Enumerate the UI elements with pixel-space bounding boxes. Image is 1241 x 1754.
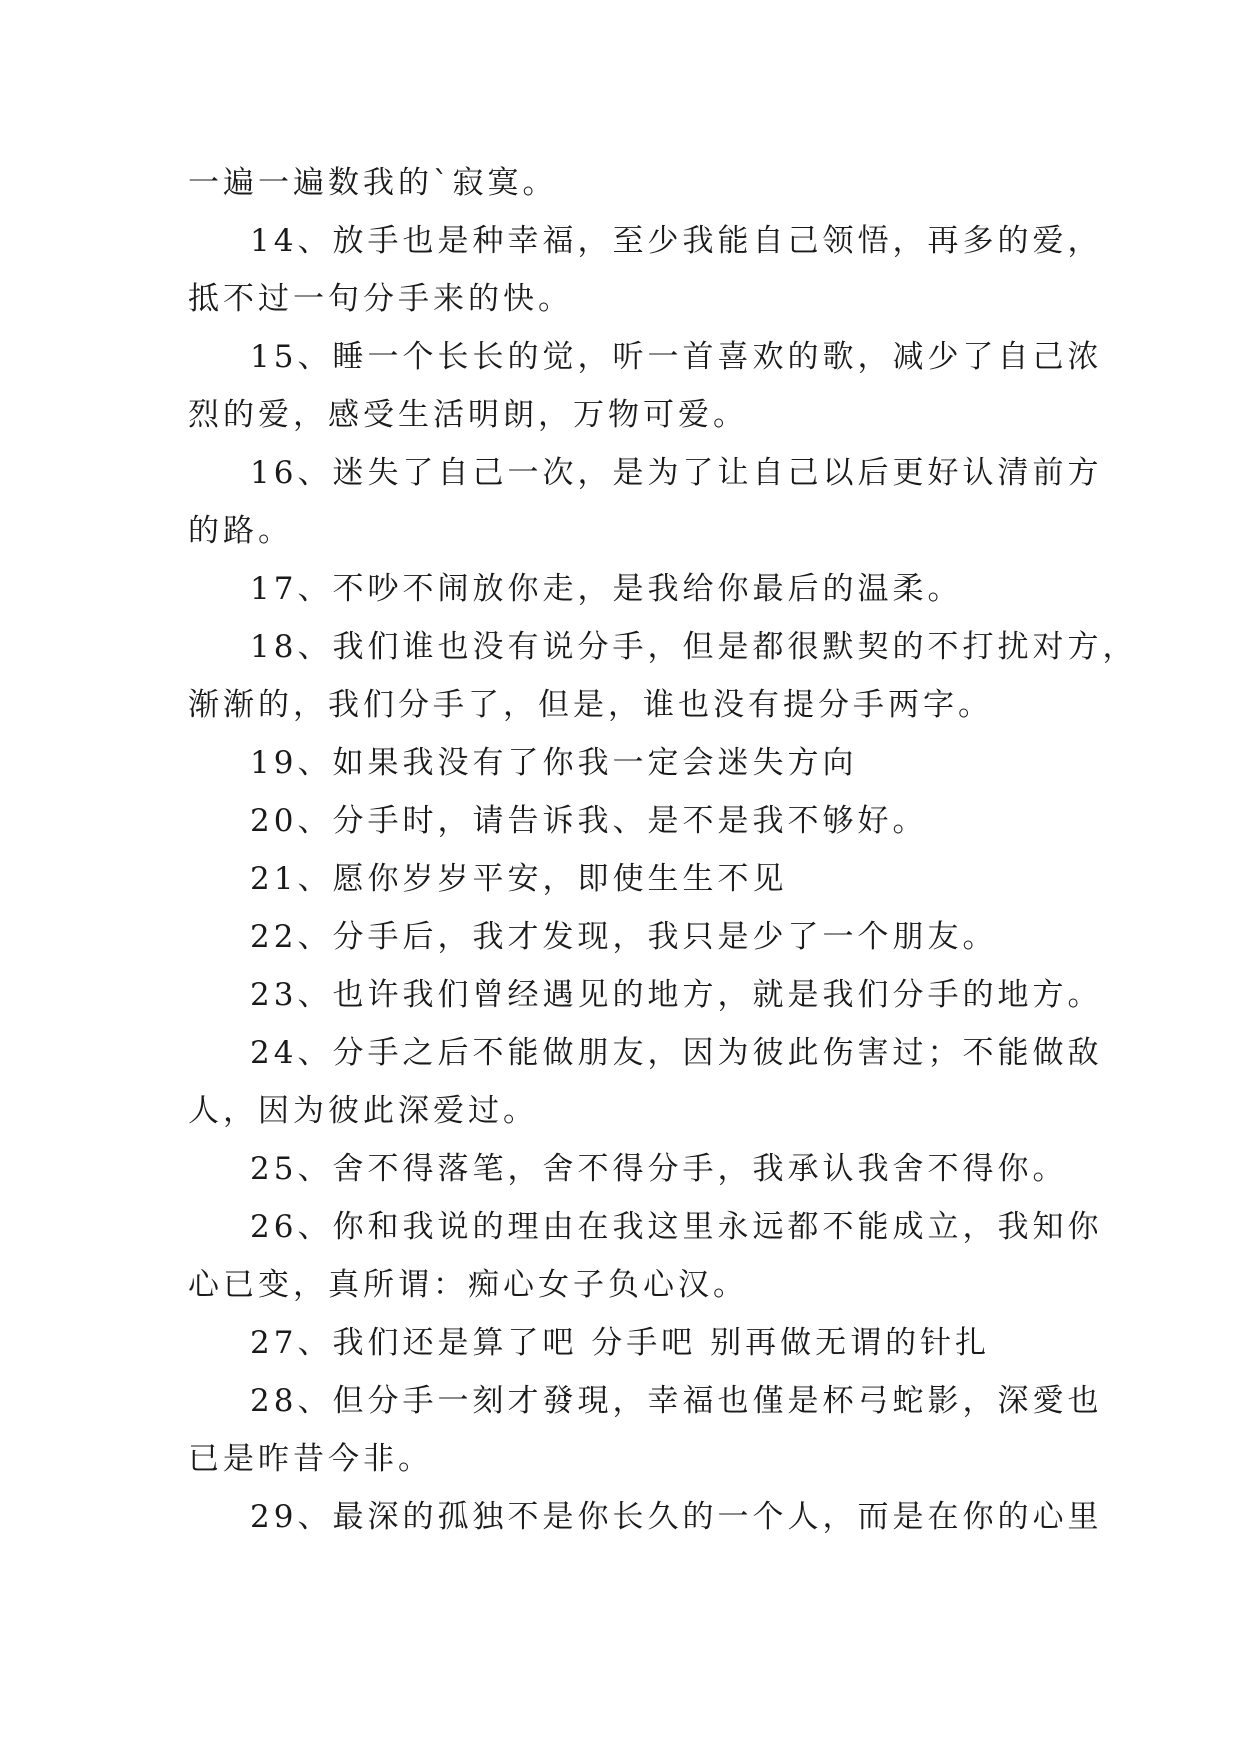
text-line: 的路。 [188,513,293,549]
text-line: 15、睡一个长长的觉，听一首喜欢的歌，减少了自己浓 [250,339,1103,375]
text-line: 20、分手时，请告诉我、是不是我不够好。 [250,803,928,839]
text-line: 烈的爱，感受生活明朗，万物可爱。 [188,397,748,433]
text-line: 人，因为彼此深爱过。 [188,1093,538,1129]
text-line: 渐渐的，我们分手了，但是，谁也没有提分手两字。 [188,687,993,723]
text-line: 抵不过一句分手来的快。 [188,281,573,317]
text-line: 24、分手之后不能做朋友，因为彼此伤害过；不能做敌 [250,1035,1103,1071]
text-line: 18、我们谁也没有说分手，但是都很默契的不打扰对方， [250,629,1138,665]
text-line: 29、最深的孤独不是你长久的一个人，而是在你的心里 [250,1499,1103,1535]
text-line: 16、迷失了自己一次，是为了让自己以后更好认清前方 [250,455,1103,491]
text-line: 心已变，真所谓：痴心女子负心汉。 [188,1267,748,1303]
text-line: 一遍一遍数我的`寂寞。 [188,165,558,201]
text-line: 22、分手后，我才发现，我只是少了一个朋友。 [250,919,998,955]
text-line: 已是昨昔今非。 [188,1441,433,1477]
text-line: 26、你和我说的理由在我这里永远都不能成立，我知你 [250,1209,1103,1245]
text-line: 23、也许我们曾经遇见的地方，就是我们分手的地方。 [250,977,1103,1013]
text-line: 21、愿你岁岁平安，即使生生不见 [250,861,788,897]
text-line: 25、舍不得落笔，舍不得分手，我承认我舍不得你。 [250,1151,1068,1187]
text-line: 27、我们还是算了吧 分手吧 别再做无谓的针扎 [250,1325,991,1361]
text-line: 17、不吵不闹放你走，是我给你最后的温柔。 [250,571,963,607]
text-line: 14、放手也是种幸福，至少我能自己领悟，再多的爱， [250,223,1103,259]
text-line: 28、但分手一刻才發現，幸福也僅是杯弓蛇影，深愛也 [250,1383,1103,1419]
text-line: 19、如果我没有了你我一定会迷失方向 [250,745,858,781]
document-body [188,154,1138,1546]
